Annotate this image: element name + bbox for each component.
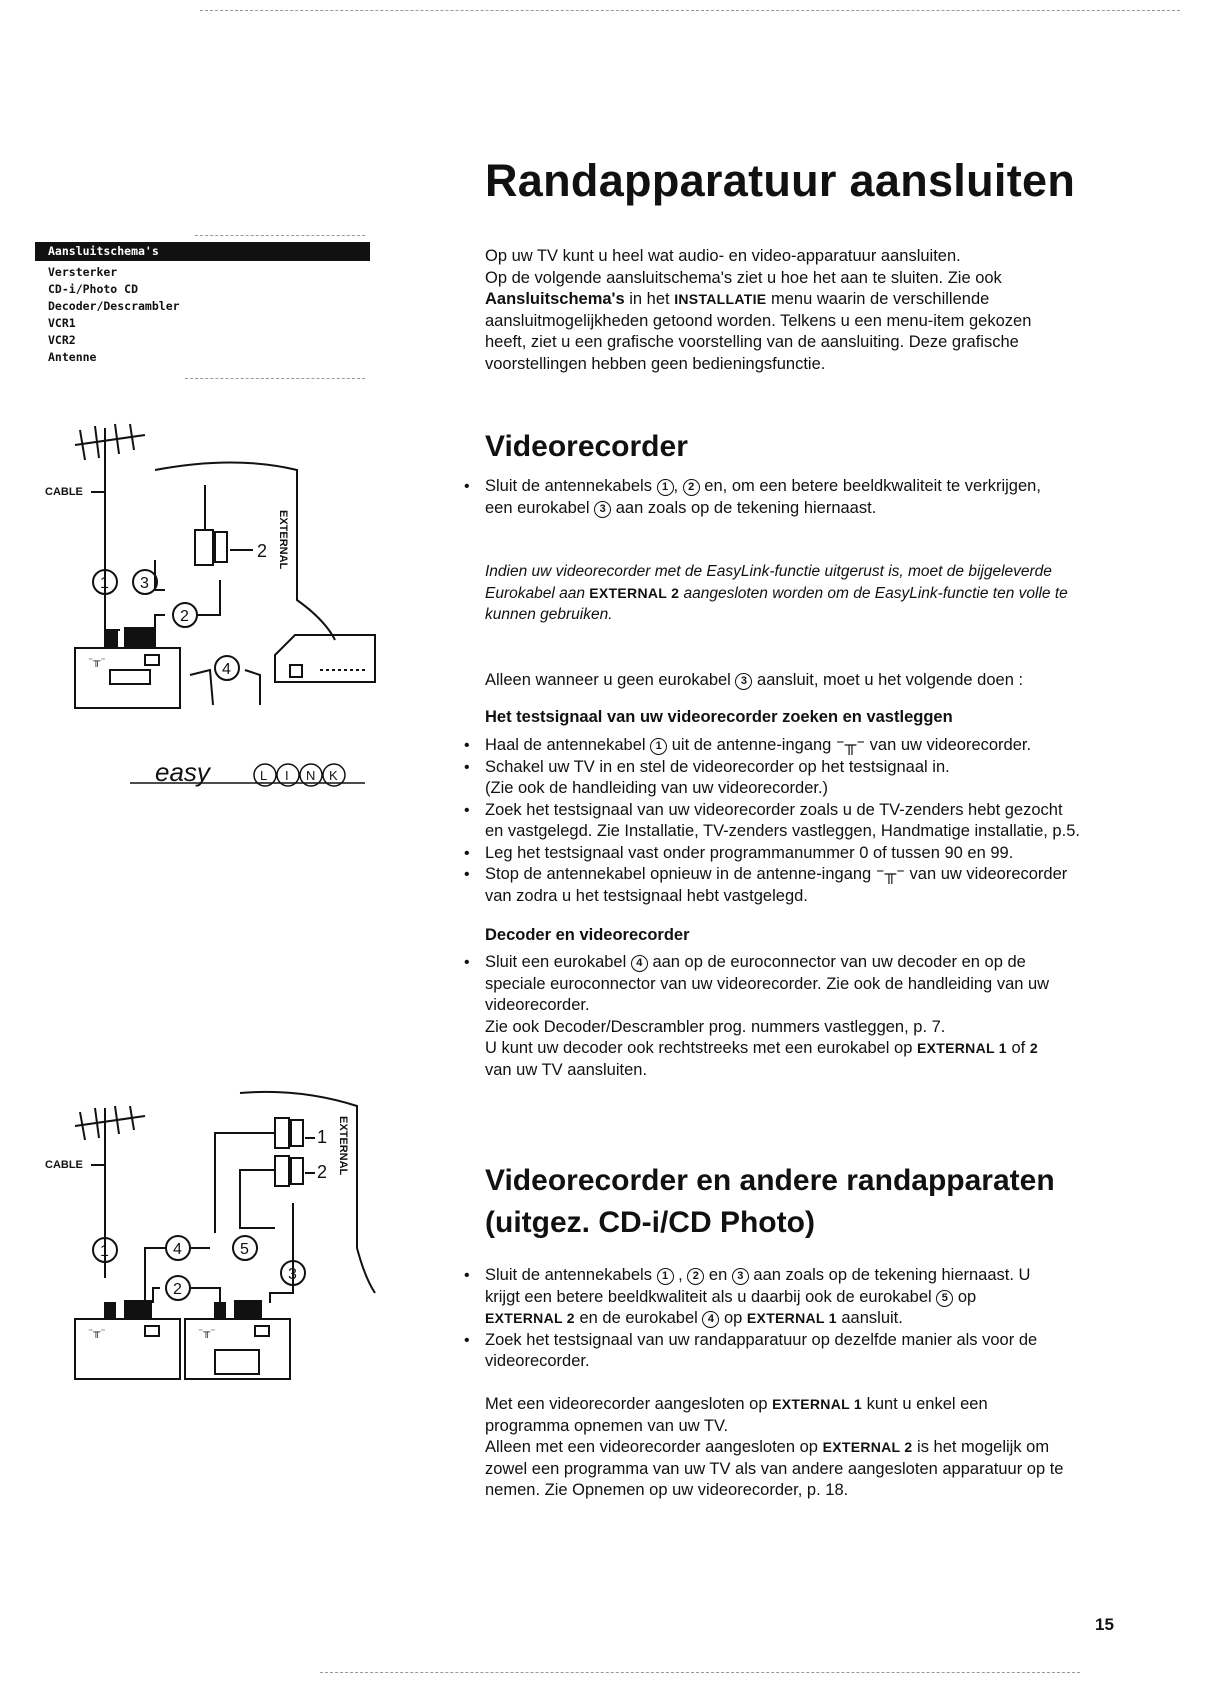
svg-text:4: 4: [173, 1241, 182, 1258]
external-2-number: 2: [317, 1162, 328, 1182]
svg-text:2: 2: [173, 1281, 182, 1298]
list-item: • Haal de antennekabel 1 uit de antenne-ingang ⁻╥⁻ van uw videorecorder.: [485, 735, 1125, 757]
list-item: • Zoek het testsignaal van uw randapparatuur op dezelfde manier als voor de videorecorder.: [485, 1330, 1125, 1373]
installatie-term: INSTALLATIE: [674, 291, 767, 307]
svg-text:⁻╥⁻: ⁻╥⁻: [198, 1327, 216, 1338]
intro-line: heeft, ziet u een grafische voorstelling van de aansluiting. Deze grafische: [485, 333, 1019, 351]
multi-device-connection-diagram: [35, 1088, 395, 1388]
testsignaal-steps: [485, 735, 1125, 907]
list-item: • Sluit de antennekabels 1 , 2 en 3 aan zoals op de tekening hiernaast. U krijgt een betere beeldkwaliteit als u daarbij ook de eurokabel 5 op EXTERNAL 2 en de eurokabel 4 op EXTERNAL 1 aansluit.: [485, 1265, 1125, 1330]
svg-text:4: 4: [222, 661, 231, 678]
svg-text:easy: easy: [155, 757, 210, 787]
antenna-input-icon: ⁻╥⁻: [875, 865, 905, 883]
menu-item: CD-i/Photo CD: [48, 282, 139, 296]
section2-bullets: [485, 1265, 1125, 1373]
svg-text:1: 1: [100, 575, 109, 592]
list-item: • Stop de antennekabel opnieuw in de antenne-ingang ⁻╥⁻ van uw videorecorder van zodra u het testsignaal hebt vastgelegd.: [485, 864, 1125, 907]
subheading-testsignaal: Het testsignaal van uw videorecorder zoeken en vastleggen: [485, 708, 953, 726]
vcr-device: [75, 1319, 180, 1379]
easylink-note: Indien uw videorecorder met de EasyLink-functie uitgerust is, moet de bijgeleverde Eurokabel aan EXTERNAL 2 aangesloten worden om de EasyLink-functie ten volle te kunnen gebruiken.: [485, 563, 1068, 623]
external-label: EXTERNAL: [277, 510, 289, 570]
intro-line: Aansluitschema's in het INSTALLATIE menu waarin de verschillende: [485, 290, 990, 308]
antenna-icon: [75, 424, 145, 530]
videorecorder-connection-diagram: [35, 420, 415, 720]
cable-callout-2: [173, 603, 197, 627]
svg-text:3: 3: [140, 575, 149, 592]
easylink-logo: [125, 755, 385, 805]
external-2-number: 2: [257, 541, 268, 561]
menu-item: Antenne: [48, 350, 97, 364]
vcr-device: [75, 648, 180, 708]
cable-callout-2: [166, 1276, 190, 1300]
page-number: 15: [1095, 1615, 1114, 1634]
intro-line: voorstellingen hebben geen bedieningsfunctie.: [485, 354, 826, 373]
list-item: • Zoek het testsignaal van uw videorecorder zoals u de TV-zenders hebt gezocht en vastgelegd. Zie Installatie, TV-zenders vastleggen, Handmatige installatie, p.5.: [485, 800, 1125, 843]
section1-bullets: [485, 476, 1125, 519]
external-label: EXTERNAL: [337, 1116, 349, 1176]
scan-edge-top: [200, 10, 1180, 11]
only-when-line: Alleen wanneer u geen eurokabel 3 aansluit, moet u het volgende doen :: [485, 671, 1024, 689]
cable-callout-4: [166, 1236, 190, 1260]
svg-text:3: 3: [288, 1266, 297, 1283]
menu-screen: [35, 235, 370, 379]
subheading-decoder: Decoder en videorecorder: [485, 926, 690, 944]
section2-paragraph: Met een videorecorder aangesloten op EXTERNAL 1 kunt u enkel een programma opnemen van uw TV. Alleen met een videorecorder aangesloten op EXTERNAL 2 is het mogelijk om zowel een programma van uw TV als van andere aangesloten apparatuur op te nemen. Zie Opnemen op uw videorecorder, p. 18.: [485, 1395, 1064, 1499]
svg-text:I: I: [285, 768, 289, 783]
cable-label: CABLE: [45, 1159, 83, 1171]
section-heading-other-devices: Videorecorder en andere randapparaten (uitgez. CD-i/CD Photo): [485, 1164, 1055, 1239]
section-heading-videorecorder: Videorecorder: [485, 430, 688, 463]
menu-item: VCR1: [48, 316, 76, 330]
svg-text:2: 2: [180, 608, 189, 625]
antenna-input-icon: ⁻╥⁻: [835, 736, 866, 754]
intro-line: Op uw TV kunt u heel wat audio- en video-apparatuur aansluiten.: [485, 247, 961, 265]
peripheral-device: [185, 1319, 290, 1379]
cable-callout-5: [233, 1236, 257, 1260]
svg-text:⁻╥⁻: ⁻╥⁻: [88, 656, 106, 667]
cable-label: CABLE: [45, 486, 83, 498]
svg-text:5: 5: [240, 1241, 249, 1258]
intro-paragraph: [485, 246, 1125, 375]
scan-edge-bottom: [320, 1672, 1080, 1673]
svg-text:K: K: [329, 768, 338, 783]
page-title: Randapparatuur aansluiten: [485, 155, 1076, 206]
intro-line: aansluitmogelijkheden getoond worden. Telkens u een menu-item gekozen: [485, 311, 1032, 330]
menu-item: Versterker: [48, 265, 118, 279]
cable-callout-3: [133, 570, 157, 594]
svg-text:L: L: [260, 768, 268, 783]
svg-text:⁻╥⁻: ⁻╥⁻: [88, 1327, 106, 1338]
list-item: • Sluit een eurokabel 4 aan op de euroconnector van uw decoder en op de speciale euroconnector van uw videorecorder. Zie ook de handleiding van uw videorecorder. Zie ook Decoder/Descrambler prog. nummers vastleggen, p. 7. U kunt uw decoder ook rechtstreeks met een eurokabel op EXTERNAL 1 of 2 van uw TV aansluiten.: [485, 952, 1125, 1081]
list-item: • Leg het testsignaal vast onder programmanummer 0 of tussen 90 en 99.: [485, 843, 1125, 865]
intro-line: Op de volgende aansluitschema's ziet u hoe het aan te sluiten. Zie ook: [485, 268, 1002, 287]
list-item: • Schakel uw TV in en stel de videorecorder op het testsignaal in. (Zie ook de handleiding van uw videorecorder.): [485, 757, 1125, 800]
external-1-number: 1: [317, 1127, 328, 1147]
menu-header: Aansluitschema's: [35, 242, 370, 261]
bold-term: Aansluitschema's: [485, 290, 625, 308]
menu-item: VCR2: [48, 333, 76, 347]
list-item: • Sluit de antennekabels 1 , 2 en, om een betere beeldkwaliteit te verkrijgen, een eurokabel 3 aan zoals op de tekening hiernaast.: [485, 476, 1125, 519]
decoder-steps: [485, 952, 1125, 1081]
svg-text:N: N: [306, 768, 316, 783]
svg-text:1: 1: [100, 1243, 109, 1260]
cable-callout-4: [215, 656, 239, 680]
antenna-icon: [75, 1106, 145, 1278]
menu-item: Decoder/Descrambler: [48, 299, 180, 313]
decoder-device: [275, 635, 375, 682]
